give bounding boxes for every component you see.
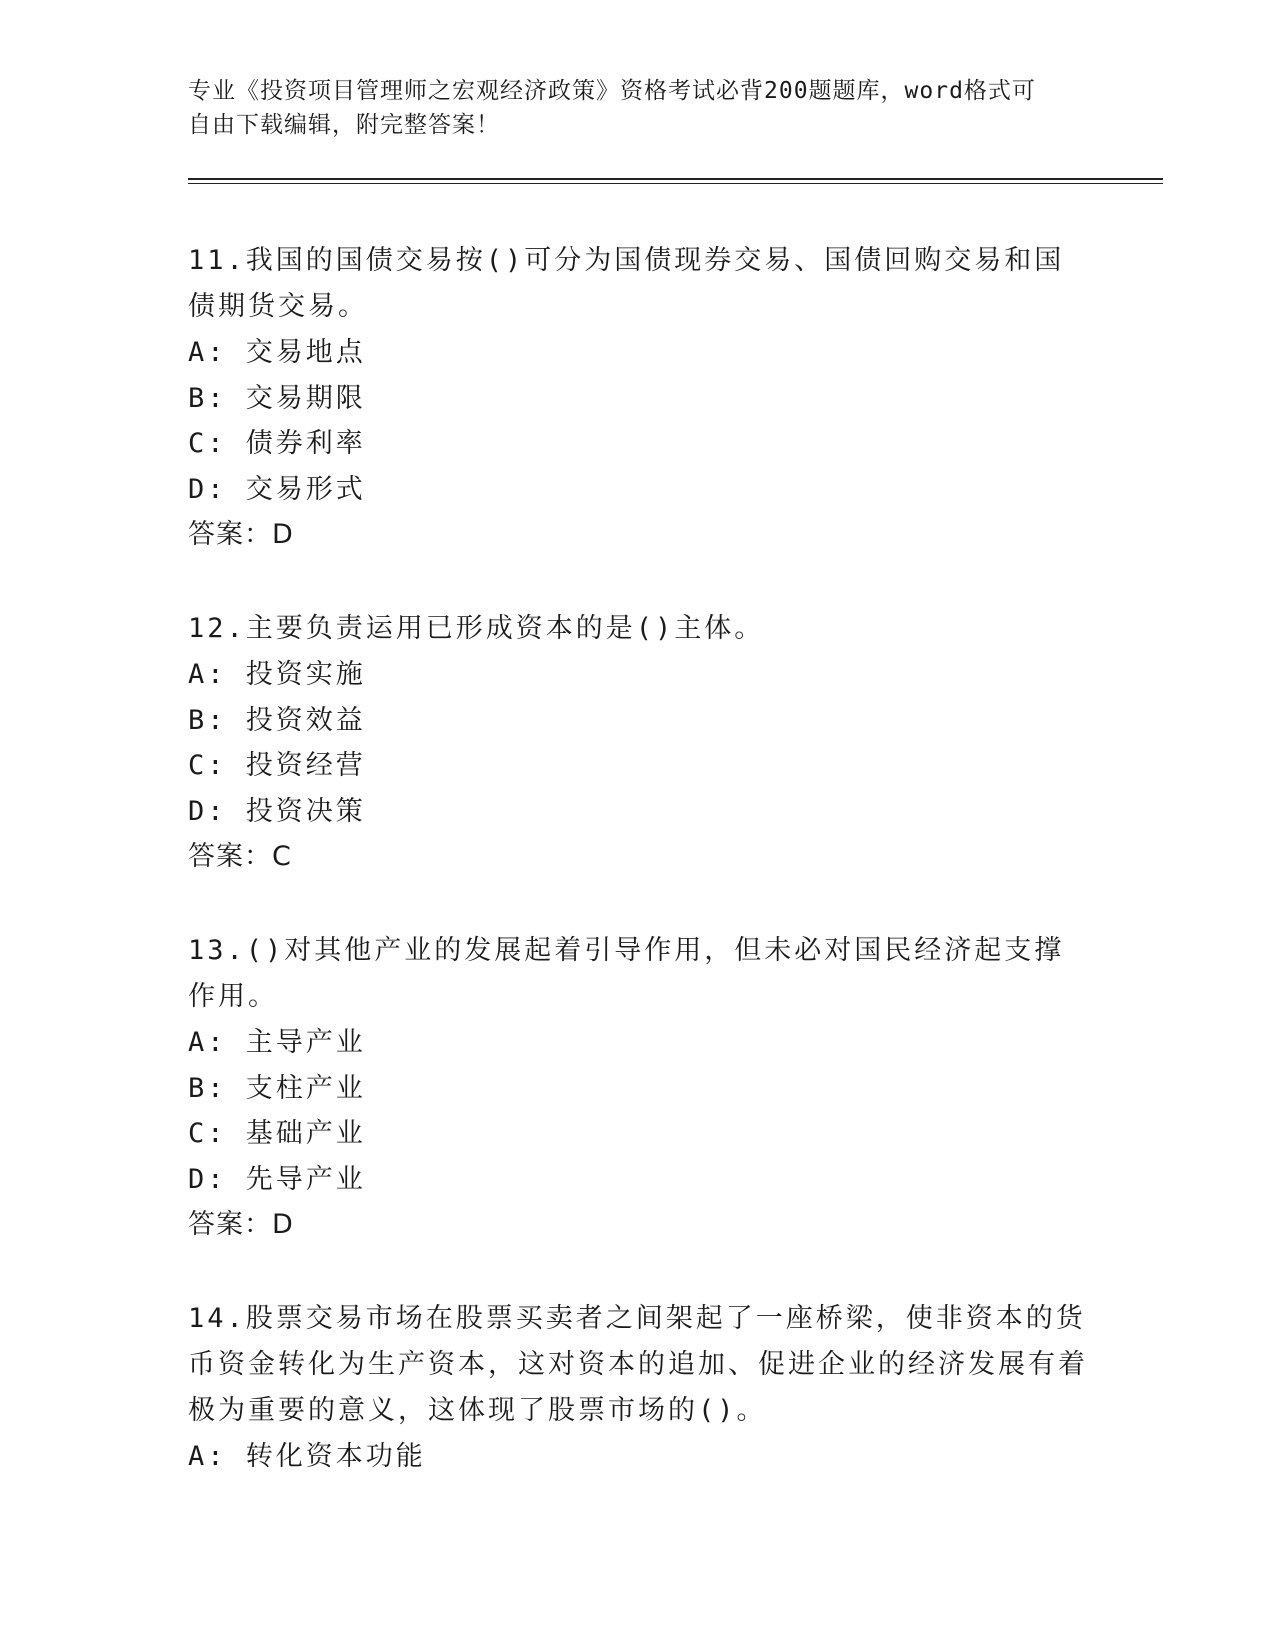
option-c: C: 基础产业 <box>188 1118 366 1149</box>
option-c: C: 债券利率 <box>188 428 366 459</box>
question-text: 11.我国的国债交易按()可分为国债现券交易、国债回购交易和国债期货交易。 <box>188 245 1065 322</box>
answer: 答案：D <box>188 519 294 550</box>
question-13 <box>188 928 1088 1248</box>
question-11 <box>188 238 1088 558</box>
answer: 答案：C <box>188 841 292 872</box>
option-d: D: 交易形式 <box>188 473 366 505</box>
option-c: C: 投资经营 <box>188 750 366 781</box>
document-header <box>188 74 1088 142</box>
option-a: A: 主导产业 <box>188 1027 366 1058</box>
question-list <box>188 238 1088 1528</box>
header-line-1: 专业《投资项目管理师之宏观经济政策》资格考试必背200题题库，word格式可 <box>188 78 1036 104</box>
option-a: A: 交易地点 <box>188 337 366 368</box>
header-line-2: 自由下载编辑，附完整答案！ <box>188 112 500 138</box>
option-b: B: 投资效益 <box>188 704 366 736</box>
option-b: B: 支柱产业 <box>188 1072 366 1104</box>
question-text: 12.主要负责运用已形成资本的是()主体。 <box>188 613 765 644</box>
option-d: D: 投资决策 <box>188 795 366 827</box>
header-divider-thin <box>188 183 1163 184</box>
answer: 答案：D <box>188 1209 294 1240</box>
question-text: 13.()对其他产业的发展起着引导作用，但未必对国民经济起支撑作用。 <box>188 935 1065 1012</box>
option-a: A: 投资实施 <box>188 659 366 690</box>
header-divider-thick <box>188 178 1163 180</box>
question-text: 14.股票交易市场在股票买卖者之间架起了一座桥梁，使非资本的货币资金转化为生产资本，这对资本的追加、促进企业的经济发展有着极为重要的意义，这体现了股票市场的()。 <box>188 1303 1088 1426</box>
question-14 <box>188 1296 1088 1480</box>
option-b: B: 交易期限 <box>188 382 366 414</box>
option-d: D: 先导产业 <box>188 1163 366 1195</box>
question-12 <box>188 606 1088 880</box>
option-a: A: 转化资本功能 <box>188 1441 426 1472</box>
